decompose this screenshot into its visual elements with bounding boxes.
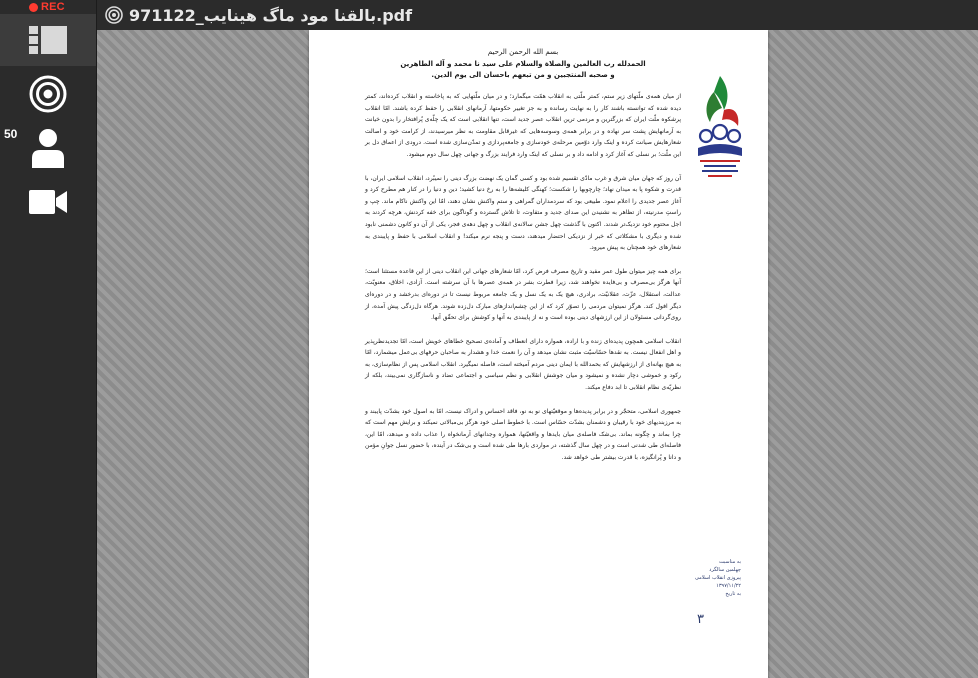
participants-button[interactable] <box>0 122 96 174</box>
left-toolbar <box>0 0 97 678</box>
document-filename: بالقنا مود ماگ هینایب_971122.pdf <box>129 5 413 25</box>
page-number: ۳ <box>697 612 704 627</box>
opening-line-1: الحمدلله رب العالمین والصلاة والسلام علی سید نا محمد و آله الطاهرین <box>400 60 646 68</box>
user-icon <box>30 128 66 168</box>
paragraph-2: آن روز که جهان میان شرق و غرب مادّی تقسیم شده بود و کسی گمان یک نهضت بزرگ دینی را نمیبُرد، انقلاب اسلامی ایران، با قدرت و شکوه پا به میدان نهاد؛ چارچوبها را شکست؛ کهنگی کلیشه‌ها را به رخ دنیا کشید؛ دین و دنیا را در کنار هم مطرح کرد و آغاز عصر جدیدی را اعلام نمود. طبیعی بود که سردمداران گمراهی و ستم واکنش نشان دهند، امّا این واکنش ناکام ماند. چپ و راستِ مدرنیته، از تظاهر به نشنیدن این صدای جدید و متفاوت، تا تلاش گسترده و گوناگون برای خفه کردنش، هرچه کردند به اجل محتوم خود نزدیک‌تر شدند. اکنون با گذشت چهل جشن سالانه‌ی انقلاب و چهل دهه‌ی فجر، یکی از آن دو کانون دشمنی نابود شده و دیگری با مشکلاتی که خبر از نزدیکی احتضار میدهند، دست و پنجه نرم میکند! و انقلاب اسلامی با حفظ و پایبندی به شعارهای خود همچنان به پیش میرود. <box>365 174 681 252</box>
paragraph-4: انقلاب اسلامی همچون پدیده‌ای زنده و با اراده، همواره دارای انعطاف و آماده‌ی تصحیح خطاهای خویش است، امّا تجدیدنظرپذیر و اهل انفعال نیست. به نقدها حسّاسیّت مثبت نشان میدهد و آن را نعمت خدا و هشدار به صاحبان حرفهای بی‌عمل میشمارد، امّا به هیچ بهانه‌ای از ارزشهایش که بحمدالله با ایمان دینی مردم آمیخته است، فاصله نمیگیرد. انقلاب اسلامی پس از نظام‌سازی، به رکود و خموشی دچار نشده و نمیشود و میان جوشش انقلابی و نظم سیاسی و اجتماعی تضاد و ناسازگاری نمی‌بیند، بلکه از نظریّه‌ی نظام انقلابی تا ابد دفاع میکند. <box>365 337 681 392</box>
occasion-note-line: به مناسبت <box>719 559 741 565</box>
document-body <box>365 48 681 464</box>
occasion-note-line: پیروزی انقلاب اسلامی <box>695 575 741 581</box>
video-camera-icon <box>29 189 67 215</box>
camera-button[interactable] <box>0 176 96 228</box>
bismillah-heading: بسم الله الرحمن الرحیم <box>487 48 559 56</box>
recording-label: REC <box>41 1 65 13</box>
paragraph-1: از میان همه‌ی ملّتهای زیر ستم، کمتر ملّتی به انقلاب همّت میگمارد؛ و در میان ملّتهایی که به پاخاسته و انقلاب کرده‌اند، کمتر دیده شده که توانسته باشند کار را به نهایت رسانده و به جز تغییر حکومتها، آرمانهای انقلابی را حفظ کرده باشند. امّا انقلاب پرشکوه ملّت ایران که بزرگترین و مردمی ترین انقلاب عصر جدید است، تنها انقلابی است که یک چلّه‌ی پُرافتخار را بدون خیانت به آرمانهایش پشت سر نهاده و در برابر همه‌ی وسوسه‌هایی که غیرقابل مقاومت به نظر میرسیدند، از کرامت خود و اصالت شعارهایش صیانت کرده و اینک وارد دوّمین مرحله‌ی خودسازی و جامعه‌پردازی و تمدّن‌سازی شده است. درودی از اعماق دل بر این ملّت؛ بر نسلی که آغاز کرد و ادامه داد و بر نسلی که اینک وارد فرایند بزرگ و جهانی چهل سال دوم میشود. <box>365 93 681 158</box>
paragraph-5: جمهوری اسلامی، متحجّر و در برابر پدیده‌ها و موقعیّتهای نو به نو، فاقد احساس و ادراک نیست، امّا به اصول خود بشدّت پایبند و به مرزبندیهای خود با رقیبان و دشمنان بشدّت حسّاس است. با خطوط اصلی خود هرگز بی‌مبالاتی نمیکند و برایش مهم است که چرا بماند و چگونه بماند. بی‌شک فاصله‌ی میان بایدها و واقعیّتها، همواره وجدانهای آرمانخواه را عذاب داده و میدهد، امّا این، فاصله‌ای طی شدنی است و در چهل سال گذشته، در مواردی بارها طی شده است و بی‌شک در آینده، با حضور نسل جوانِ مؤمن و دانا و پُرانگیزه، با قدرت بیشتر طی خواهد شد. <box>365 407 681 462</box>
occasion-note-line: چهلمین سالگرد <box>709 567 741 573</box>
paragraph-3: برای همه چیز میتوان طول عمر مفید و تاریخ مصرف فرض کرد، امّا شعارهای جهانی این انقلاب دینی از این قاعده مستثنا است؛ آنها هرگز بی‌مصرف و بی‌فایده نخواهند شد، زیرا فطرت بشر در همه‌ی عصرها با آن سرشته است. آزادی، اخلاق، معنویّت، عدالت، استقلال، عزّت، عقلانیّت، برادری، هیچ یک به یک نسل و یک جامعه مربوط نیست تا در دوره‌ای بدرخشد و در دوره‌ای دیگر افول کند. هرگز نمیتوان مردمی را تصوّر کرد که از این چشم‌اندازهای مبارک دل‌زده شوند. هرگاه دل‌زدگی پیش آمده، از روی‌گردانی مسئولان از این ارزشهای دینی بوده است و نه از پایبندی به آنها و کوشش برای تحقّق آنها. <box>365 267 681 322</box>
target-icon <box>29 75 67 113</box>
target-icon <box>105 6 123 24</box>
participant-count: 50 <box>4 127 18 141</box>
logo-emblem <box>694 74 746 182</box>
layout-icon <box>29 26 67 54</box>
occasion-note-line: به تاریخ <box>725 591 741 597</box>
record-dot-icon <box>29 3 38 12</box>
layout-button[interactable] <box>0 14 96 66</box>
document-title-bar <box>97 0 978 30</box>
opening-line-2: و صحبه المنتجبین و من تبعهم باحسان الی یوم الدین. <box>431 71 615 79</box>
occasion-note-line: ۱۳۹۷/۱۱/۲۲ <box>716 583 741 589</box>
recording-indicator <box>29 0 65 14</box>
pdf-page <box>309 30 768 678</box>
occasion-note <box>689 558 741 598</box>
screen-share-button[interactable] <box>0 68 96 120</box>
pdf-viewer[interactable] <box>97 30 978 678</box>
